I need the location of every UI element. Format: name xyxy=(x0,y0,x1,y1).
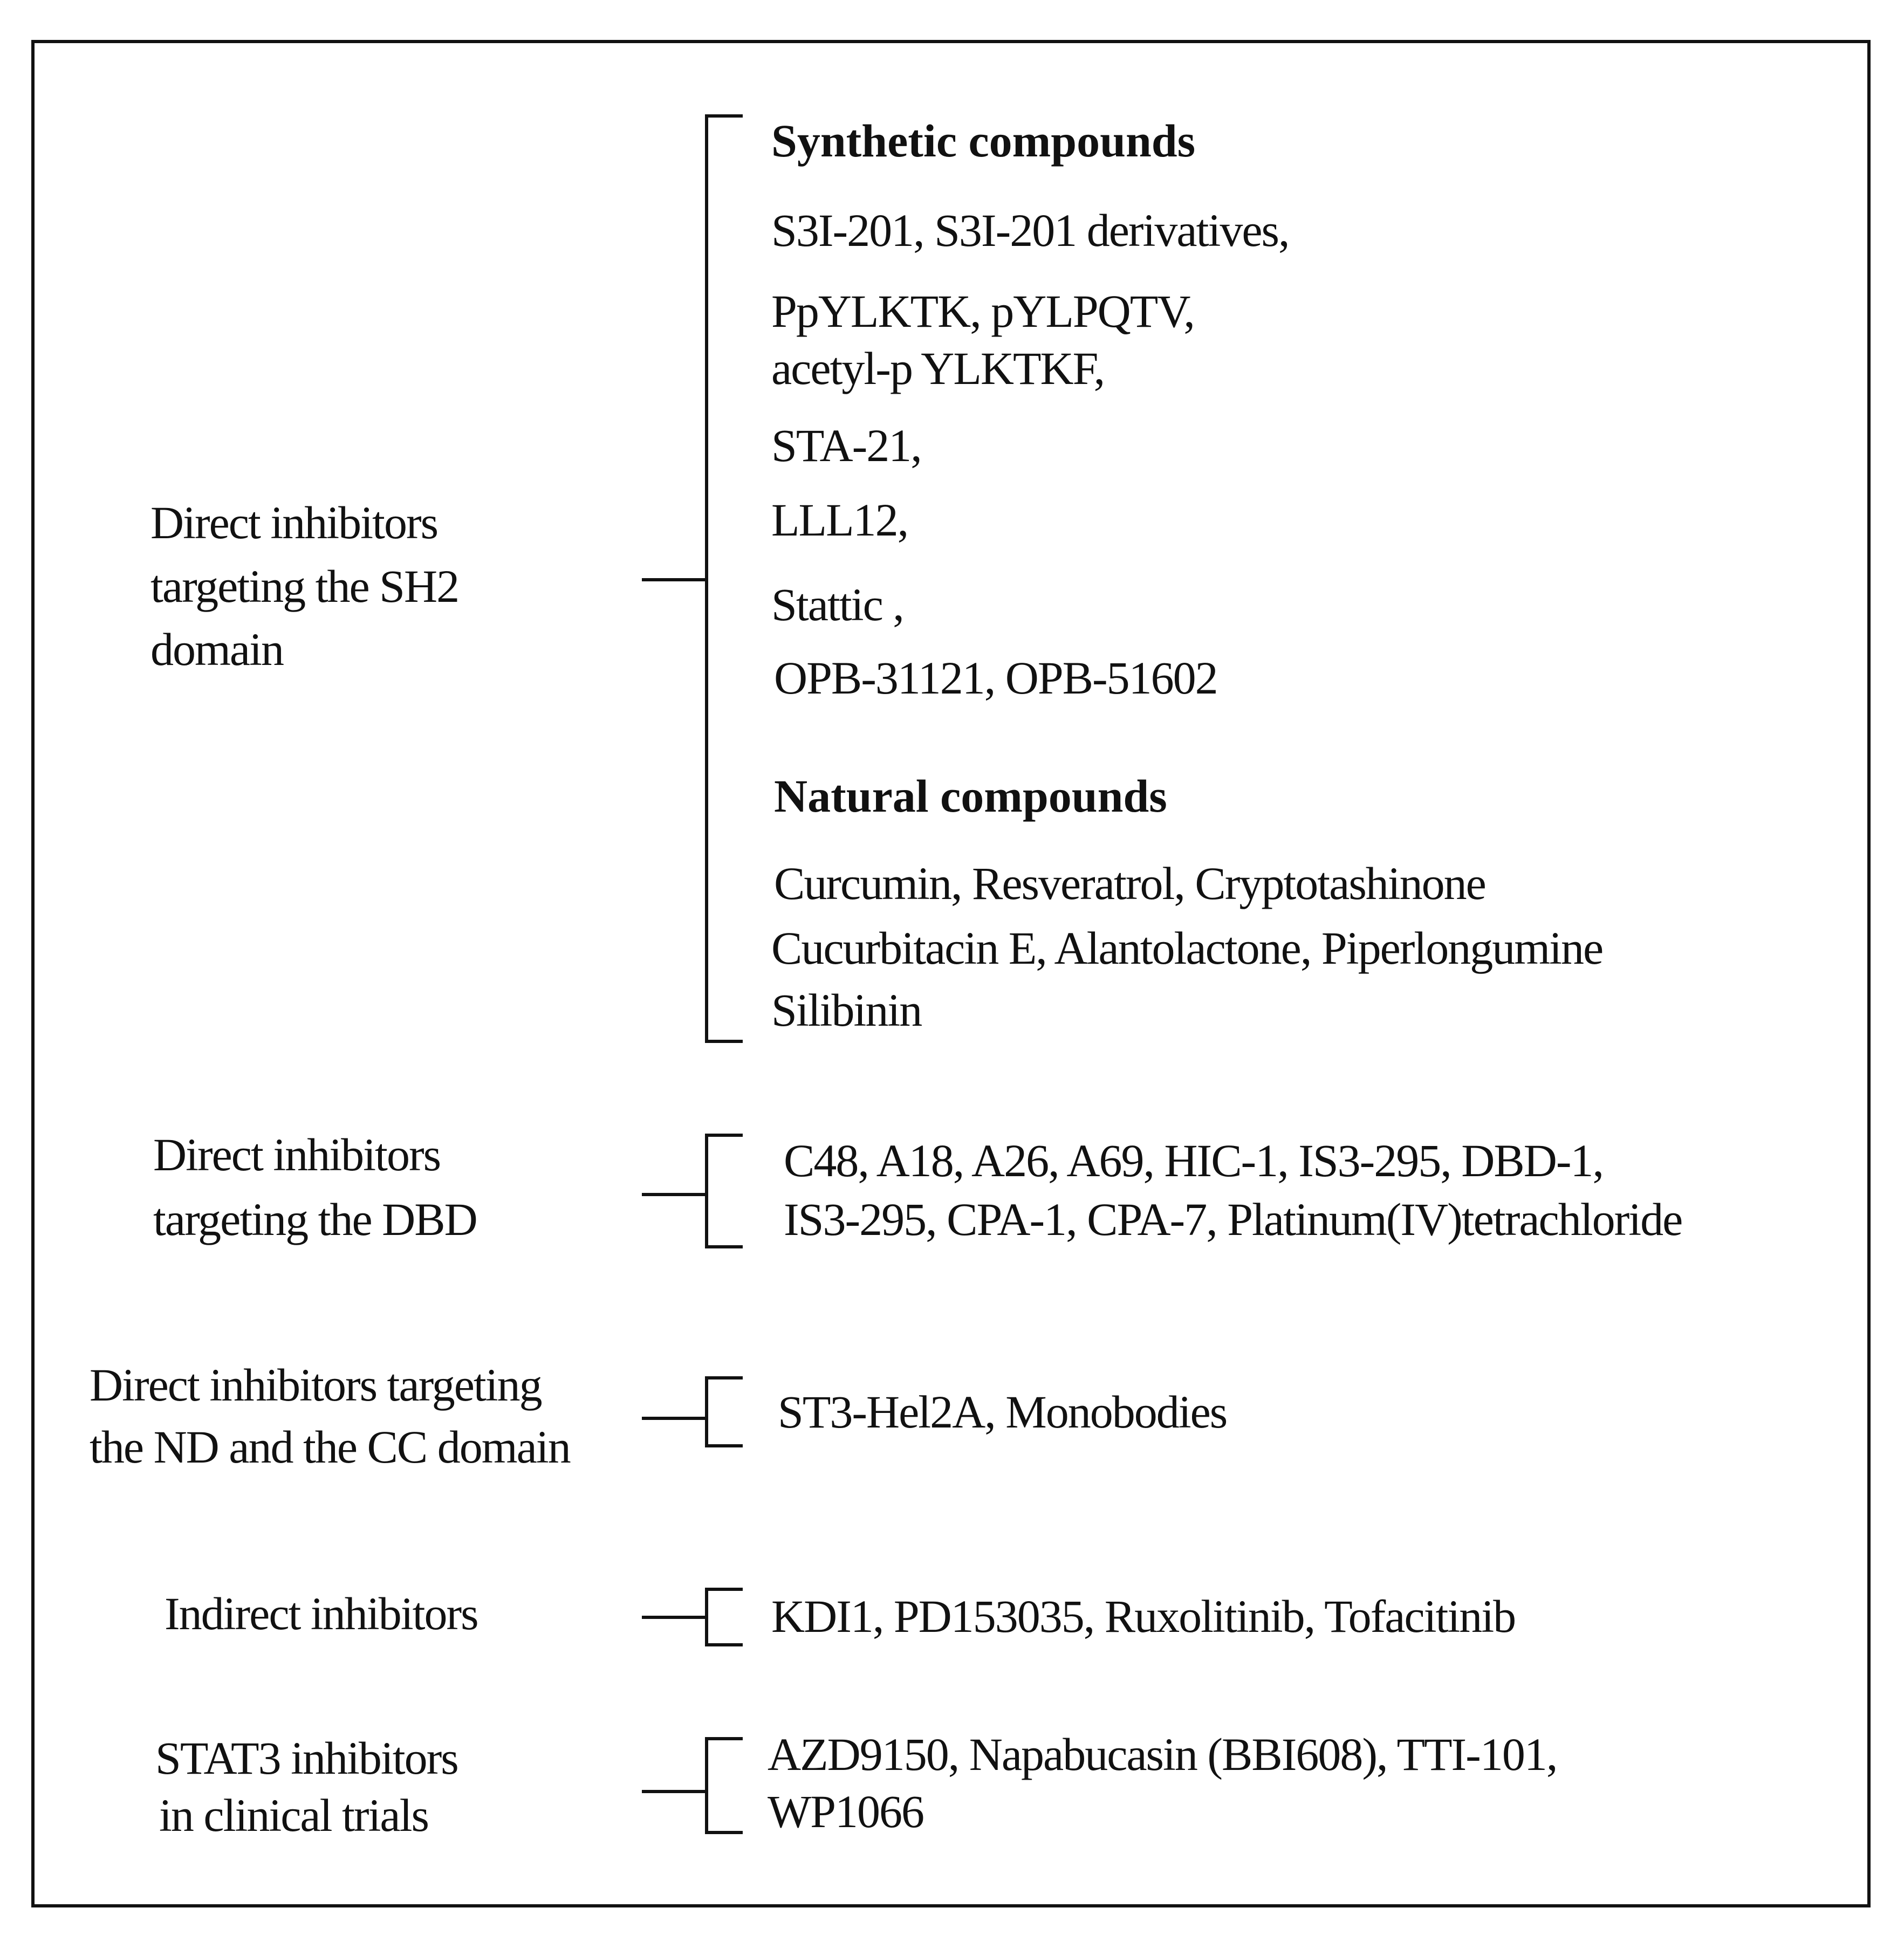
compound-line: Cucurbitacin E, Alantolactone, Piperlongumine xyxy=(771,922,1603,974)
compound-line: OPB-31121, OPB-51602 xyxy=(774,652,1217,704)
group-label-sh2: domain xyxy=(150,623,283,675)
bracket-top xyxy=(705,1134,743,1137)
group-label-dbd: targeting the DBD xyxy=(153,1193,477,1245)
connector-line xyxy=(642,578,708,581)
group-label-dbd: Direct inhibitors xyxy=(153,1129,441,1181)
section-heading-synthetic: Synthetic compounds xyxy=(771,115,1196,167)
section-heading-natural: Natural compounds xyxy=(774,770,1167,822)
group-label-clinical: in clinical trials xyxy=(159,1789,428,1841)
bracket xyxy=(705,114,708,1043)
compound-line: Curcumin, Resveratrol, Cryptotashinone xyxy=(774,857,1485,909)
bracket-bottom xyxy=(705,1831,743,1834)
compound-line: Stattic , xyxy=(771,579,903,630)
bracket xyxy=(705,1376,708,1447)
group-label-indirect: Indirect inhibitors xyxy=(165,1588,478,1639)
compound-line: STA-21, xyxy=(771,420,921,471)
bracket xyxy=(705,1588,708,1646)
compound-line: KDI1, PD153035, Ruxolitinib, Tofacitinib xyxy=(771,1590,1516,1642)
compound-line: S3I-201, S3I-201 derivatives, xyxy=(771,204,1289,256)
compound-line: WP1066 xyxy=(768,1786,923,1837)
compound-line: ST3-Hel2A, Monobodies xyxy=(778,1386,1227,1438)
bracket xyxy=(705,1737,708,1834)
compound-line: Silibinin xyxy=(771,984,922,1036)
compound-line: LLL12, xyxy=(771,494,908,546)
bracket-bottom xyxy=(705,1444,743,1447)
bracket-top xyxy=(705,1588,743,1591)
group-label-nd-cc: Direct inhibitors targeting xyxy=(90,1359,542,1411)
group-label-sh2: Direct inhibitors xyxy=(150,497,438,548)
bracket-top xyxy=(705,1376,743,1380)
bracket-top xyxy=(705,1737,743,1740)
compound-line: IS3-295, CPA-1, CPA-7, Platinum(IV)tetrachloride xyxy=(784,1193,1682,1245)
connector-line xyxy=(642,1790,708,1793)
connector-line xyxy=(642,1193,708,1196)
bracket xyxy=(705,1134,708,1248)
compound-line: PpYLKTK, pYLPQTV, xyxy=(771,285,1194,337)
compound-line: acetyl-p YLKTKF, xyxy=(771,342,1105,394)
connector-line xyxy=(642,1616,708,1619)
bracket-bottom xyxy=(705,1245,743,1248)
connector-line xyxy=(642,1417,708,1420)
compound-line: AZD9150, Napabucasin (BBI608), TTI-101, xyxy=(768,1728,1557,1780)
bracket-top xyxy=(705,114,743,118)
bracket-bottom xyxy=(705,1040,743,1043)
group-label-nd-cc: the ND and the CC domain xyxy=(90,1421,570,1473)
compound-line: C48, A18, A26, A69, HIC-1, IS3-295, DBD-1, xyxy=(784,1135,1604,1186)
bracket-bottom xyxy=(705,1643,743,1646)
group-label-clinical: STAT3 inhibitors xyxy=(155,1732,458,1784)
group-label-sh2: targeting the SH2 xyxy=(150,560,459,612)
